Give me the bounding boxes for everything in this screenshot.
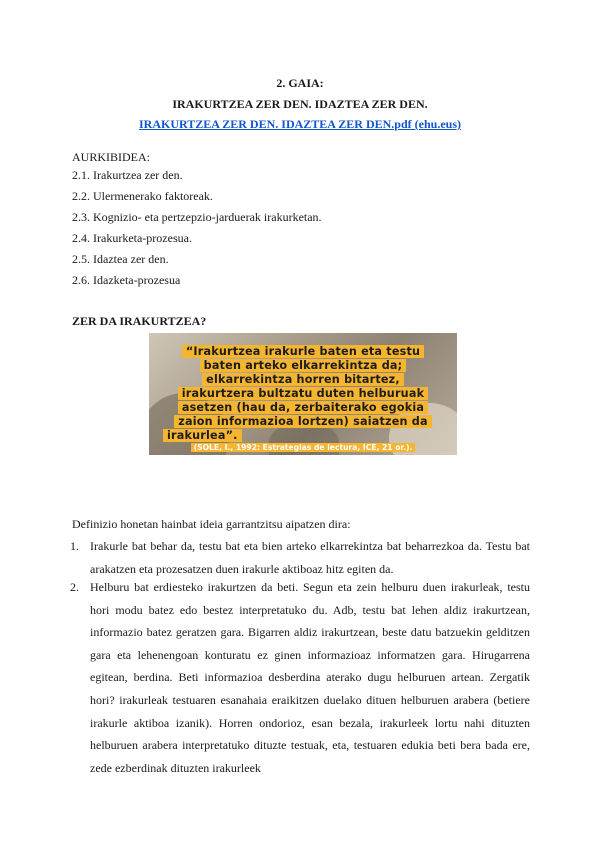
- quote-line: asetzen (hau da, zerbaiterako egokia: [149, 401, 457, 414]
- page-title: IRAKURTZEA ZER DEN. IDAZTEA ZER DEN.: [172, 97, 428, 111]
- list-item: [70, 535, 530, 580]
- list-number: 2.: [70, 580, 79, 594]
- toc-item: 2.2. Ulermenerako faktoreak.: [72, 189, 213, 203]
- quote-line: irakurtzera bultzatu duten helburuak: [149, 387, 457, 400]
- quote-image: [149, 333, 457, 455]
- quote-line: baten arteko elkarrekintza da;: [149, 359, 457, 372]
- intro-paragraph: Definizio honetan hainbat ideia garrantzitsu aipatzen dira:: [72, 517, 351, 531]
- quote-line: zaion informazioa lortzen) saiatzen da: [149, 415, 457, 428]
- list-text: Irakurle bat behar da, testu bat eta bien arteko elkarrekintza bat beharrezkoa da. Testu bat arakatzen eta prozesatzen duen irakurle aktiboaz hitz egiten da.: [90, 539, 530, 576]
- pdf-link-line: [0, 116, 600, 132]
- quote-line: elkarrekintza horren bitartez,: [149, 373, 457, 386]
- list-text: Helburu bat erdiesteko irakurtzen da beti. Segun eta zein helburu duen irakurleak, testu hori modu batez edo bestez interpretatuko du. Adb, testu bat lehen aldiz irakurtzean, informazio batez geratzen gara. Bigarren aldiz irakurtzean, beste datu batzuekin gelditzen gara eta lehenengoan konturatu ez ginen informazioaz informatzen gara. Hirugarrena egitean, berdina. Beti informazioa desberdina aterako dugu helburuen artean. Zergatik hori? irakurleak testuaren esanahaia eraikitzen duelako dituen helburuen arabera (betiere irakurle aktiboa izanik). Horren ondorioz, esan bezala, irakurleek lortu nahi dituzten helburuen arabera interpretatuko dituzte testuak, eta, testuaren edukia beti bera bada ere, zede ezberdinak dituzten irakurleek: [90, 580, 530, 775]
- chapter-label: 2. GAIA:: [276, 76, 324, 90]
- toc-label: AURKIBIDEA:: [72, 150, 150, 164]
- toc-item: 2.3. Kognizio- eta pertzepzio-jarduerak irakurketan.: [72, 210, 322, 224]
- toc-item: 2.5. Idaztea zer den.: [72, 252, 169, 266]
- toc-item: 2.4. Irakurketa-prozesua.: [72, 231, 192, 245]
- quote-line: “Irakurtzea irakurle baten eta testu: [149, 345, 457, 358]
- pdf-link[interactable]: IRAKURTZEA ZER DEN. IDAZTEA ZER DEN.pdf (ehu.eus): [139, 117, 461, 131]
- quote-citation: (SOLE, I., 1992: Estrategias de lectura, ICE, 21 or.).: [149, 443, 457, 453]
- list-number: 1.: [70, 539, 79, 553]
- toc-item: 2.1. Irakurtzea zer den.: [72, 168, 183, 182]
- section-heading: ZER DA IRAKURTZEA?: [72, 314, 207, 328]
- toc-item: 2.6. Idazketa-prozesua: [72, 273, 181, 287]
- quote-line: irakurlea”.: [149, 429, 457, 442]
- list-item: [70, 576, 530, 779]
